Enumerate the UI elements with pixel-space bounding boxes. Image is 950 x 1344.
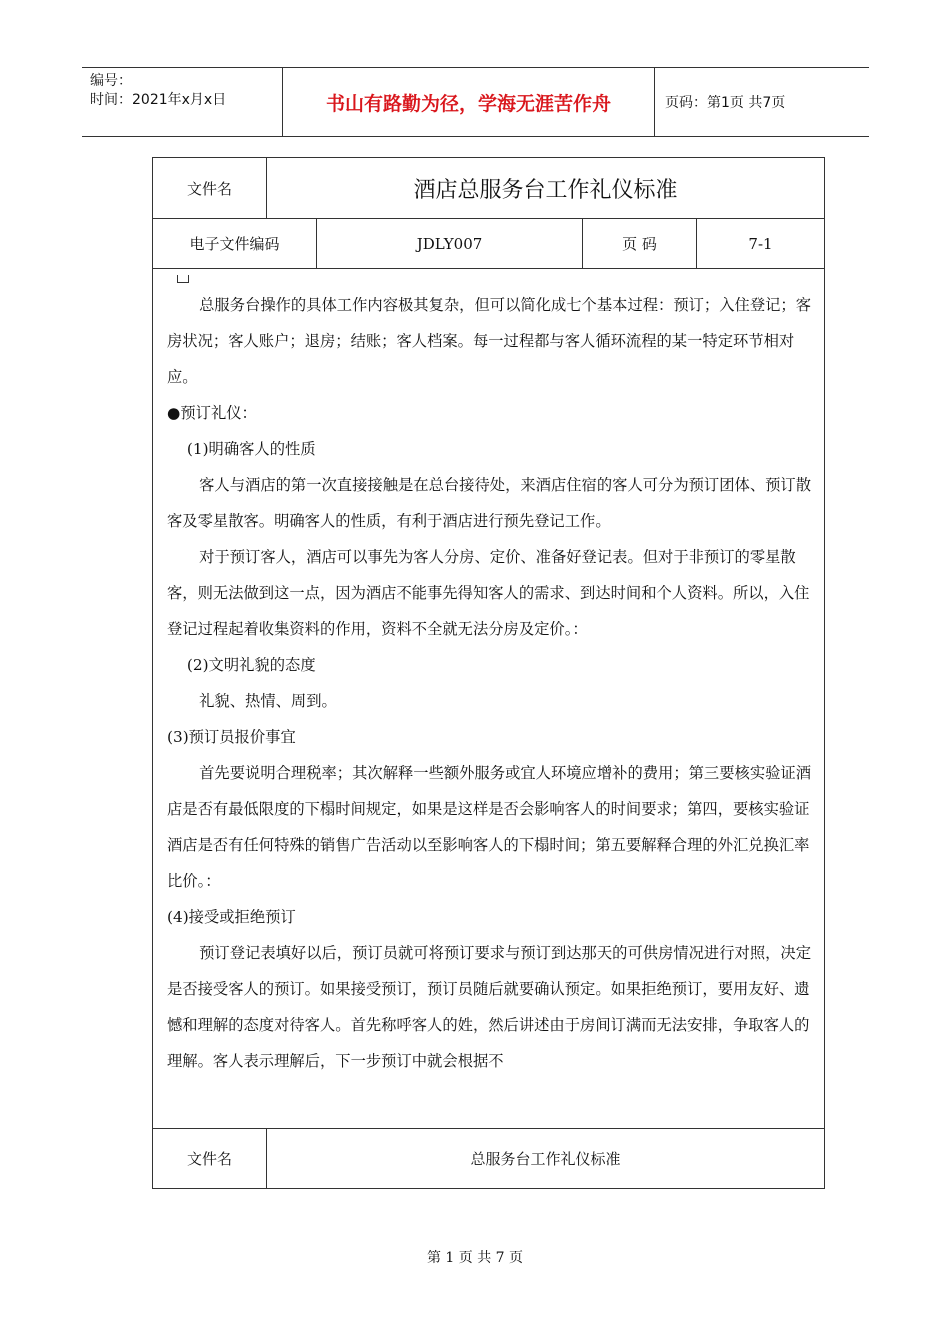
footer-row xyxy=(153,1128,824,1188)
document-body xyxy=(167,270,817,1079)
footer-file-value: 总服务台工作礼仪标准 xyxy=(470,1150,621,1168)
section-heading: ●预订礼仪： xyxy=(167,404,257,422)
paragraph: 客人与酒店的第一次直接接触是在总台接待处，来酒店住宿的客人可分为预订团体、预订散客及零星散客。明确客人的性质，有利于酒店进行预先登记工作。 xyxy=(167,476,812,530)
document-table xyxy=(152,157,825,1189)
subheading: (3)预订员报价事宜 xyxy=(167,728,296,746)
file-name-label: 文件名 xyxy=(153,158,267,218)
page-code-label: 页 码 xyxy=(583,219,697,268)
paragraph: 礼貌、热情、周到。 xyxy=(199,692,337,710)
page-header xyxy=(82,67,869,137)
title-row xyxy=(153,158,824,219)
code-label: 电子文件编码 xyxy=(153,219,317,268)
subheading: (2)文明礼貌的态度 xyxy=(186,656,316,674)
paragraph: 预订登记表填好以后，预订员就可将预订要求与预订到达那天的可供房情况进行对照，决定是否接受客人的预订。如果接受预订，预订员随后就要确认预定。如果拒绝预订，要用友好、遗憾和理解的态度对待客人。首先称呼客人的姓，然后讲述由于房间订满而无法安排，争取客人的理解。客人表示理解后，下一步预订中就会根据不 xyxy=(167,944,812,1070)
paragraph: 首先要说明合理税率；其次解释一些额外服务或宜人环境应增补的费用；第三要核实验证酒店是否有最低限度的下榻时间规定，如果是这样是否会影响客人的时间要求；第四，要核实验证酒店是否有任何特殊的销售广告活动以至影响客人的下榻时间；第五要解释合理的外汇兑换汇率比价。： xyxy=(167,764,812,890)
page-code-value: 7-1 xyxy=(748,234,773,253)
date-label: 时间：2021年x月x日 xyxy=(90,92,227,108)
subheading: (1)明确客人的性质 xyxy=(186,440,316,458)
paragraph: 对于预订客人，酒店可以事先为客人分房、定价、准备好登记表。但对于非预订的零星散客，则无法做到这一点，因为酒店不能事先得知客人的需求、到达时间和个人资料。所以，入住登记过程起着收集资料的作用，资料不全就无法分房及定价。： xyxy=(167,548,810,638)
paragraph: 总服务台操作的具体工作内容极其复杂，但可以简化成七个基本过程：预订；入住登记；客房状况；客人账户；退房；结账；客人档案。每一过程都与客人循环流程的某一特定环节相对应。 xyxy=(167,296,812,386)
document-title: 酒店总服务台工作礼仪标准 xyxy=(413,177,678,203)
page-footer: 第 1 页 共 7 页 xyxy=(426,1250,524,1266)
number-label: 编号： xyxy=(90,73,132,89)
header-meta xyxy=(82,68,282,136)
code-value: JDLY007 xyxy=(317,219,583,268)
header-page-label: 页码：第1页 共7页 xyxy=(665,95,786,111)
footer-file-label: 文件名 xyxy=(153,1129,267,1188)
code-row xyxy=(153,219,824,269)
header-motto: 书山有路勤为径，学海无涯苦作舟 xyxy=(282,68,655,136)
subheading: (4)接受或拒绝预订 xyxy=(167,908,296,926)
